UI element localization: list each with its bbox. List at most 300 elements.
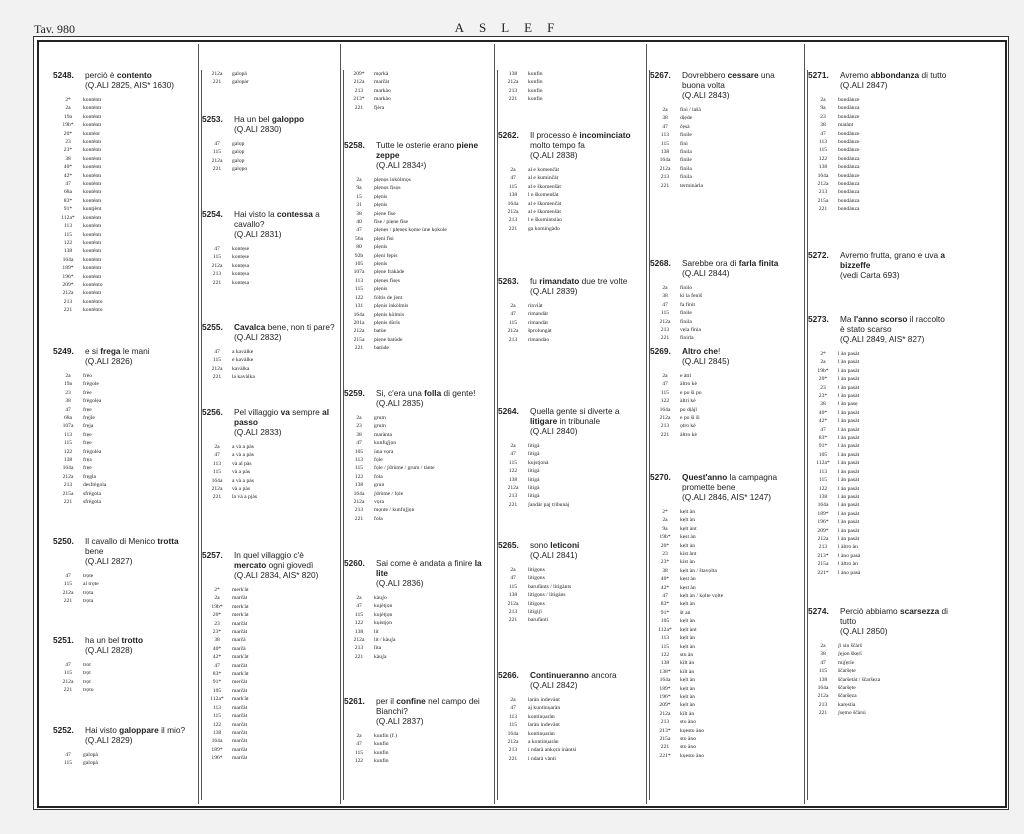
dialect-form: vẹla fìnia — [680, 327, 701, 334]
point-code: 138 — [63, 248, 73, 255]
dialect-form: l àn pasàt — [838, 519, 860, 526]
dialect-form: galopà — [232, 71, 247, 77]
point-code: 80 — [356, 244, 362, 251]
questionnaire-ref: (Q.ALI 2838) — [530, 150, 578, 160]
entry-number: 5270. — [650, 472, 671, 482]
form-row — [344, 87, 489, 95]
point-code: 47 — [510, 575, 516, 582]
form-row — [650, 567, 798, 575]
point-code: 164a — [817, 172, 829, 179]
form-row — [202, 348, 338, 356]
point-code: 115 — [354, 465, 364, 472]
headword: folla — [424, 388, 442, 398]
entry-sentence — [376, 558, 489, 588]
point-code: 47 — [510, 451, 516, 458]
form-row — [650, 389, 798, 397]
entry-sentence — [682, 258, 798, 278]
form-row — [650, 148, 798, 156]
sentence-text: sono — [530, 540, 551, 550]
sentence-text: Il processo è — [530, 130, 580, 140]
dialect-form: marčàt — [232, 713, 248, 720]
dialect-form: ʃẹjon škẹrï — [838, 651, 862, 658]
point-code: 47 — [356, 227, 362, 234]
questionnaire-ref: (Q.ALI 2830) — [234, 124, 282, 134]
point-code: 2a — [820, 643, 826, 649]
point-code: 115 — [354, 286, 364, 293]
form-row — [202, 670, 338, 678]
form-row — [344, 506, 489, 514]
point-code: 47 — [662, 123, 668, 130]
dialect-form: konténtı — [83, 214, 102, 221]
dialect-form: l àn pasàt — [838, 359, 860, 366]
dialect-form: ʃi sin ščàrš — [838, 643, 862, 649]
dialect-form: ʃdrùme / fọle — [374, 490, 404, 497]
point-code: 221 — [212, 374, 222, 381]
form-row — [808, 392, 948, 400]
form-row — [202, 695, 338, 703]
sentence-text: la campagna promette bene — [682, 472, 778, 492]
form-row — [202, 678, 338, 686]
entry-sentence — [234, 550, 338, 580]
form-row — [53, 231, 193, 239]
headword: rimandato — [539, 276, 580, 286]
dialect-form: fọle / ʃdrùme / grum / tànte — [374, 465, 435, 472]
form-row — [53, 490, 193, 498]
sentence-text: Quella gente si diverte a — [530, 406, 620, 416]
form-row — [202, 704, 338, 712]
form-row — [53, 121, 193, 129]
form-row — [202, 729, 338, 737]
form-row — [53, 306, 193, 314]
form-row — [53, 130, 193, 138]
dialect-form: ga komingàdo — [528, 225, 560, 232]
form-row — [344, 311, 489, 319]
point-code: 105 — [354, 448, 364, 455]
point-code: 38 — [820, 651, 826, 658]
sentence-text: in tribunale — [557, 416, 601, 426]
point-code: 42* — [63, 172, 73, 179]
point-code: 212a — [507, 485, 519, 492]
form-list — [498, 166, 638, 233]
form-row — [202, 270, 338, 278]
point-code: 2a — [510, 697, 516, 703]
point-code: 213* — [659, 727, 671, 734]
point-code: 40 — [356, 219, 362, 226]
form-row — [53, 597, 193, 605]
entry-heading — [53, 346, 193, 366]
form-row — [650, 326, 798, 334]
form-row — [650, 668, 798, 676]
dialect-form: ʃsẹmo ščàrsi — [838, 710, 866, 717]
point-code: 115 — [818, 147, 828, 154]
sentence-text: di tutto — [919, 70, 947, 80]
dialect-form: al trọte — [83, 581, 99, 588]
dialect-form: grun — [374, 482, 385, 489]
dialect-form: aj kuntinụaràn — [528, 705, 561, 712]
dialect-form: kontẹsa — [232, 271, 250, 278]
form-row — [808, 485, 948, 493]
point-code: 196* — [817, 519, 829, 526]
entry-5270 — [650, 472, 798, 760]
form-row — [344, 498, 489, 506]
questionnaire-ref: (Q.ALI 2831) — [234, 229, 282, 239]
dialect-form: mọnte / kunfu̯ʃjọn — [374, 507, 415, 514]
column-c6 — [807, 70, 948, 800]
dialect-form: plẹnis — [374, 261, 388, 268]
form-row — [650, 575, 798, 583]
point-code: 113 — [63, 223, 73, 230]
dialect-form: l àn pasàt — [838, 384, 860, 391]
point-code: 189* — [817, 510, 829, 517]
questionnaire-ref: (Q.ALI 2840) — [530, 426, 578, 436]
dialect-form: l àno pasà — [838, 569, 861, 576]
point-code: 40* — [818, 409, 828, 416]
form-row — [53, 456, 193, 464]
dialect-form: konténto — [83, 298, 103, 305]
point-code: 47 — [214, 246, 220, 252]
point-code: 212a — [659, 415, 671, 422]
dialect-form: al e kuminčàt — [528, 175, 559, 182]
dialect-form: kujètjọn — [374, 603, 393, 610]
form-row — [53, 163, 193, 171]
point-code: 15 — [356, 193, 362, 200]
dialect-form: l àn pasàt — [838, 351, 860, 357]
form-row — [808, 493, 948, 501]
entry-sentence — [682, 472, 798, 502]
dialect-form: barufànts / litigànts — [528, 583, 572, 590]
entry-5248 — [53, 70, 193, 315]
form-row — [650, 752, 798, 760]
dialect-form: kẹlt àn — [680, 635, 696, 642]
dialect-form: marčàt — [232, 704, 248, 711]
dialect-form: kïst ànt — [680, 551, 697, 558]
form-row — [808, 709, 948, 717]
dialect-form: ščaršẹza — [838, 693, 857, 700]
dialect-form: grum — [374, 415, 386, 421]
headword: confine — [396, 696, 426, 706]
sentence-text: Sarebbe ora di — [682, 258, 739, 268]
point-code: 2* — [214, 587, 220, 593]
dialect-form: fïse / piẹne fïse — [374, 219, 409, 226]
form-list — [344, 414, 489, 523]
sentence-text: Hai visto la — [234, 209, 277, 219]
form-row — [202, 746, 338, 754]
form-row — [808, 180, 948, 188]
point-code: 47 — [65, 406, 71, 413]
point-code: 105 — [818, 451, 828, 458]
form-row — [498, 591, 638, 599]
dialect-form: e àtri — [680, 373, 692, 379]
form-row — [53, 464, 193, 472]
dialect-form: plẹnis — [374, 193, 388, 200]
point-code: 115 — [508, 459, 518, 466]
point-code: 115 — [818, 477, 828, 484]
form-row — [498, 208, 638, 216]
dialect-form: fola — [374, 473, 383, 480]
point-code: 164a — [659, 677, 671, 684]
dialect-form: litigà — [528, 493, 540, 500]
point-code: 122 — [660, 398, 670, 405]
form-row — [650, 693, 798, 701]
point-code: 2a — [65, 373, 71, 379]
dialect-form: plẹnọs fịsọs — [374, 185, 401, 192]
point-code: 115 — [660, 389, 670, 396]
dialect-form: konténtı — [83, 172, 102, 179]
dialect-form: frẹjle — [83, 415, 95, 422]
form-row — [344, 473, 489, 481]
dialect-form: àltro kè — [680, 431, 697, 438]
form-row — [650, 182, 798, 190]
entry-number: 5258. — [344, 140, 365, 150]
dialect-form: bondànza — [838, 197, 860, 204]
dialect-form: kẹlt ànt — [680, 525, 697, 532]
form-list — [808, 350, 948, 577]
dialect-form: kontẹse — [232, 246, 250, 252]
dialect-form: litigà — [528, 468, 540, 475]
dialect-form: konténtı — [83, 164, 102, 171]
dialect-form: fìnilo — [680, 285, 693, 291]
point-code: 83* — [818, 435, 828, 442]
form-row — [650, 676, 798, 684]
form-row — [344, 740, 489, 748]
point-code: 2a — [510, 303, 516, 309]
point-code: 213 — [63, 482, 73, 489]
point-code: 2* — [820, 351, 826, 357]
point-code: 2a — [65, 105, 71, 112]
form-row — [498, 450, 638, 458]
point-code: 122 — [660, 651, 670, 658]
dialect-form: bondànza — [838, 105, 860, 112]
sentence-text: Il cavallo di Menico — [85, 536, 158, 546]
dialect-form: merk'àt — [232, 612, 249, 619]
entry-5271 — [808, 70, 948, 214]
point-code: 2a — [510, 567, 516, 573]
point-code: 47 — [214, 452, 220, 459]
headword: trotto — [121, 635, 144, 645]
form-row — [344, 439, 489, 447]
point-code: 212a — [659, 710, 671, 717]
form-row — [808, 197, 948, 205]
form-row — [650, 422, 798, 430]
form-row — [808, 459, 948, 467]
point-code: 221 — [818, 710, 828, 717]
headword: abbondanza — [870, 70, 920, 80]
dialect-form: plẹnẹs / plẹnẹs kọme ùne kọkole — [374, 227, 447, 234]
form-row — [650, 584, 798, 592]
point-code: 20* — [660, 542, 670, 549]
point-code: 112a* — [658, 626, 672, 633]
form-row — [53, 298, 193, 306]
point-code: 47 — [214, 662, 220, 669]
point-code: 91* — [660, 609, 670, 616]
dialect-form: terminàrla — [680, 182, 703, 189]
form-row — [498, 566, 638, 574]
form-row — [808, 543, 948, 551]
questionnaire-ref: (Q.ALI 2833) — [234, 427, 282, 437]
headword: va — [280, 407, 290, 417]
questionnaire-ref: (Q.ALI 2850) — [840, 626, 888, 636]
dialect-form: lïta — [374, 645, 382, 652]
entry-heading — [202, 322, 338, 342]
form-row — [344, 193, 489, 201]
point-code: 2a — [510, 443, 516, 449]
dialect-form: konténtı — [83, 273, 102, 280]
form-row — [498, 484, 638, 492]
dialect-form: bondànze — [838, 172, 860, 179]
point-code: 189* — [659, 685, 671, 692]
point-code: 122 — [212, 721, 222, 728]
point-code: 138 — [63, 457, 73, 464]
point-code: 9a — [356, 185, 362, 192]
dialect-form: bondànze — [838, 139, 860, 146]
form-list — [202, 586, 338, 763]
point-code: 20* — [63, 130, 73, 137]
form-list — [344, 176, 489, 353]
form-row — [808, 358, 948, 366]
point-code: 138 — [508, 192, 518, 199]
sentence-text: Perciò abbiamo — [840, 606, 900, 616]
dialect-form: fjèra — [374, 104, 385, 111]
entry-heading — [498, 406, 638, 436]
form-row — [202, 754, 338, 762]
form-row — [808, 130, 948, 138]
entry-heading — [808, 250, 948, 280]
continued-rows — [498, 70, 638, 104]
point-code: 221 — [354, 345, 364, 352]
form-row — [808, 384, 948, 392]
dialect-form: bondànza — [838, 189, 860, 196]
point-code: 164a — [211, 738, 223, 745]
sentence-text: Ma — [840, 314, 854, 324]
form-row — [53, 239, 193, 247]
form-row — [808, 426, 948, 434]
dialect-form: fola — [374, 515, 383, 522]
dialect-form: e po ši po — [680, 389, 702, 396]
sentence-text: per il — [376, 696, 397, 706]
form-row — [344, 619, 489, 627]
dialect-form: dịẹde — [680, 115, 693, 122]
point-code: 138* — [659, 668, 671, 675]
form-row — [650, 701, 798, 709]
entry-heading — [808, 606, 948, 636]
dialect-form: barufànti — [528, 617, 549, 624]
entry-number: 5250. — [53, 536, 74, 546]
form-row — [498, 78, 638, 86]
form-row — [808, 188, 948, 196]
dialect-form: fìnile — [680, 310, 692, 317]
form-row — [202, 468, 338, 476]
form-row — [498, 319, 638, 327]
dialect-form: desfrègola — [83, 482, 107, 489]
point-code: 40* — [212, 645, 222, 652]
headword: leticoni — [550, 540, 580, 550]
form-row — [808, 701, 948, 709]
dialect-form: l àn pasàt — [838, 367, 860, 374]
dialect-form: al e škomenšàt — [528, 183, 561, 190]
dialect-form: kujètjọn — [374, 611, 393, 618]
form-row — [53, 669, 193, 677]
dialect-form: konténtı — [83, 223, 102, 230]
form-row — [202, 712, 338, 720]
form-row — [650, 318, 798, 326]
dialect-form: a và a pàs — [232, 452, 254, 459]
entry-heading — [498, 130, 638, 160]
dialect-form: và al pàs — [232, 460, 252, 467]
point-code: 115 — [354, 611, 364, 618]
entry-sentence — [682, 346, 798, 366]
point-code: 2a — [820, 97, 826, 103]
dialect-form: marčàt — [232, 755, 248, 762]
point-code: 189* — [62, 265, 74, 272]
form-row — [53, 406, 193, 414]
dialect-form: marčàt — [232, 662, 248, 669]
point-code: 105 — [660, 618, 670, 625]
dialect-form: kẹlt àn — [680, 677, 696, 684]
point-code: 23 — [65, 389, 71, 396]
form-row — [808, 468, 948, 476]
dialect-form: konténtı — [83, 231, 102, 238]
entry-heading — [650, 346, 798, 366]
point-code: 47 — [356, 440, 362, 447]
point-code: 196* — [62, 273, 74, 280]
form-row — [650, 685, 798, 693]
questionnaire-ref: (Q.ALI 2839) — [530, 286, 578, 296]
dialect-form: kuntènt — [83, 130, 100, 137]
dialect-form: plẹnẹs fïsẹs — [374, 277, 400, 284]
point-code: 47 — [662, 381, 668, 388]
form-row — [53, 372, 193, 380]
form-row — [53, 389, 193, 397]
form-row — [498, 225, 638, 233]
point-code: 47 — [356, 603, 362, 610]
point-code: 131 — [354, 303, 364, 310]
dialect-form: finì / lašà — [680, 107, 701, 113]
form-row — [808, 676, 948, 684]
questionnaire-ref: (Q.ALI 2827) — [85, 556, 133, 566]
point-code: 23 — [662, 551, 668, 558]
point-code: 2* — [65, 97, 71, 103]
point-code: 112a* — [61, 214, 75, 221]
point-code: 113 — [660, 635, 670, 642]
dialect-form: marčàt — [232, 620, 248, 627]
point-code: 47 — [65, 573, 71, 579]
form-row — [498, 583, 638, 591]
questionnaire-ref: (Q.ALI 2845) — [682, 356, 730, 366]
form-row — [650, 301, 798, 309]
form-row — [650, 165, 798, 173]
form-row — [53, 104, 193, 112]
form-row — [53, 580, 193, 588]
form-row — [344, 336, 489, 344]
form-row — [53, 473, 193, 481]
form-row — [498, 600, 638, 608]
dialect-form: konténtı — [83, 147, 102, 154]
dialect-form: kẹlt àn — [680, 685, 696, 692]
point-code: 213 — [354, 87, 364, 94]
point-code: 212a — [817, 535, 829, 542]
point-code: 19b* — [817, 367, 829, 374]
dialect-form: ščaršetàt / ščaršẹza — [838, 676, 881, 683]
dialect-form: mark'àt — [232, 696, 249, 703]
dialect-form: batùde — [374, 345, 389, 352]
dialect-form: l àn pasàt — [838, 443, 860, 450]
point-code: 23 — [820, 384, 826, 391]
point-code: 2a — [214, 595, 220, 602]
dialect-form: l àn pasàt — [838, 485, 860, 492]
form-row — [650, 406, 798, 414]
point-code: 47 — [510, 175, 516, 182]
point-code: 47 — [820, 426, 826, 433]
